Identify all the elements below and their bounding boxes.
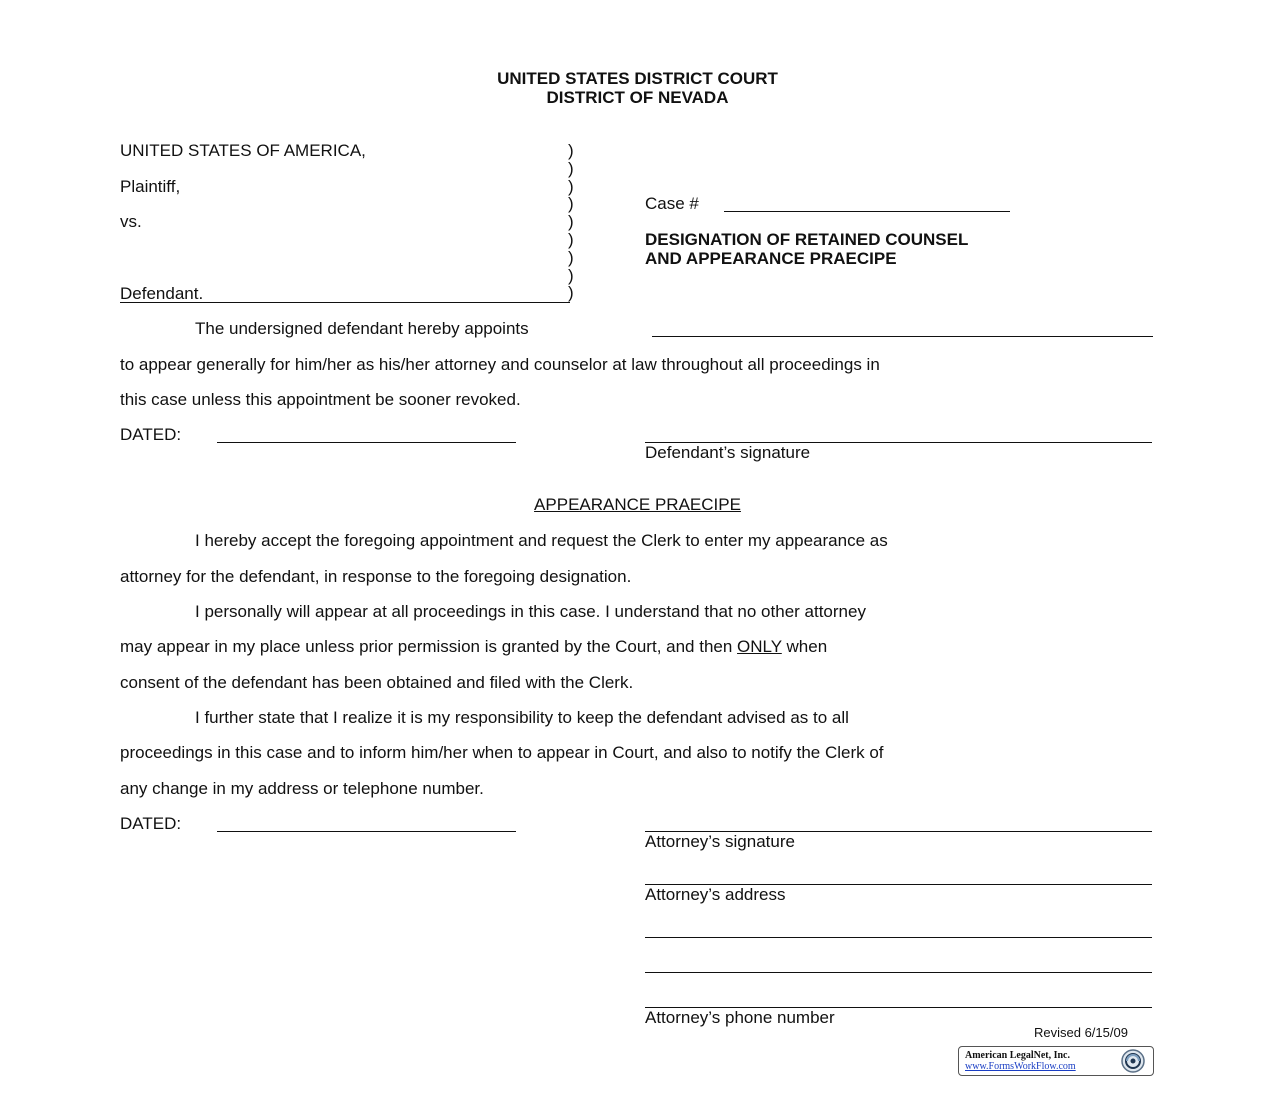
district-name: DISTRICT OF NEVADA (546, 88, 729, 107)
praecipe-p3-line3: any change in my address or telephone number. (120, 779, 484, 798)
paren: ) (568, 229, 574, 249)
designation-date-field[interactable] (217, 442, 516, 443)
defendant-label: Defendant. (120, 284, 204, 303)
praecipe-p2-line1: I personally will appear at all proceedings in this case. I understand that no other attorney (195, 602, 866, 621)
designation-dated-label: DATED: (120, 425, 182, 444)
paren: ) (568, 141, 574, 160)
defendant-signature-label: Defendant’s signature (645, 443, 811, 462)
praecipe-p2-line2-post: when (781, 637, 828, 656)
praecipe-p2-line3: consent of the defendant has been obtained and filed with the Clerk. (120, 673, 634, 692)
praecipe-dated-label: DATED: (120, 814, 182, 833)
designation-line2: to appear generally for him/her as his/her attorney and counselor at law throughout all proceedings in (120, 355, 880, 374)
praecipe-p3-line1: I further state that I realize it is my responsibility to keep the defendant advised as to all (195, 708, 849, 727)
plaintiff-label: Plaintiff, (120, 177, 181, 196)
praecipe-p3-line2: proceedings in this case and to inform him/her when to appear in Court, and also to notify the Clerk of (120, 743, 884, 762)
globe-icon (1115, 1048, 1151, 1074)
designation-line1: The undersigned defendant hereby appoints (195, 319, 529, 338)
appointed-attorney-field[interactable] (652, 336, 1153, 337)
case-number-label: Case # (645, 194, 699, 213)
praecipe-heading: APPEARANCE PRAECIPE (534, 495, 741, 514)
praecipe-p1-line1: I hereby accept the foregoing appointment and request the Clerk to enter my appearance as (195, 531, 888, 550)
paren: ) (568, 194, 574, 214)
paren: ) (568, 283, 574, 303)
plaintiff-name: UNITED STATES OF AMERICA, (120, 141, 366, 160)
attorney-address-line2-field[interactable] (645, 937, 1152, 938)
document-title-line2: AND APPEARANCE PRAECIPE (645, 249, 897, 268)
paren: ) (568, 265, 574, 285)
defendant-name-line[interactable] (120, 302, 570, 303)
forms-workflow-logo[interactable] (958, 1046, 1154, 1076)
attorney-address-label: Attorney’s address (645, 885, 786, 904)
praecipe-p2-line2 (120, 637, 827, 657)
attorney-address-line3-field[interactable] (645, 972, 1152, 973)
revised-date: Revised 6/15/09 (1034, 1025, 1128, 1040)
paren: ) (568, 176, 574, 196)
attorney-signature-label: Attorney’s signature (645, 832, 795, 851)
designation-line3: this case unless this appointment be sooner revoked. (120, 390, 521, 409)
paren: ) (568, 247, 574, 267)
paren: ) (568, 212, 574, 232)
praecipe-p1-line2: attorney for the defendant, in response to the foregoing designation. (120, 567, 632, 586)
logo-company: American LegalNet, Inc. (965, 1050, 1070, 1061)
court-name: UNITED STATES DISTRICT COURT (497, 69, 778, 88)
logo-url[interactable]: www.FormsWorkFlow.com (965, 1061, 1076, 1072)
praecipe-p2-emphasis: ONLY (737, 637, 782, 656)
caption-paren-column (568, 142, 574, 302)
attorney-phone-label: Attorney’s phone number (645, 1008, 835, 1027)
praecipe-p2-line2-pre: may appear in my place unless prior permission is granted by the Court, and then (120, 637, 738, 656)
paren: ) (568, 158, 574, 178)
versus-label: vs. (120, 212, 142, 231)
case-number-field[interactable] (724, 211, 1010, 212)
praecipe-date-field[interactable] (217, 831, 516, 832)
document-title-line1: DESIGNATION OF RETAINED COUNSEL (645, 230, 969, 249)
